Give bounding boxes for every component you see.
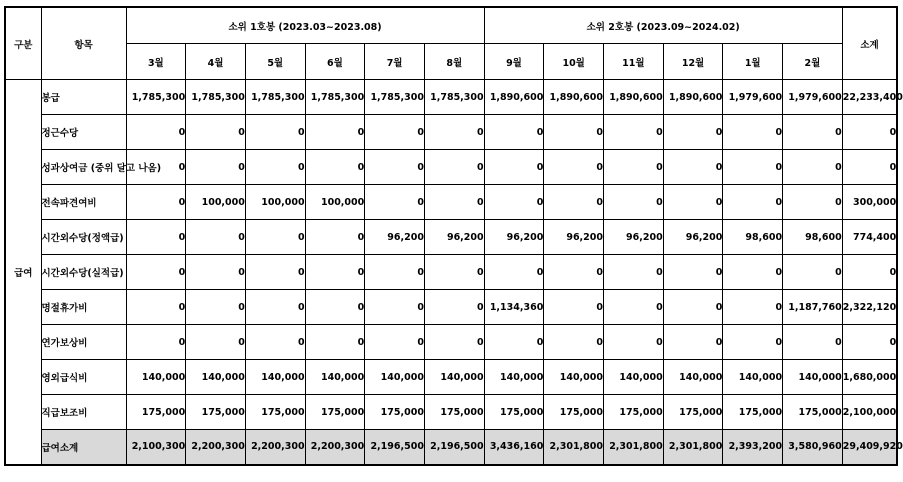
row-label: 급여소계 bbox=[41, 430, 126, 465]
value-cell: 175,000 bbox=[544, 395, 604, 430]
value-cell: 1,785,300 bbox=[424, 80, 484, 115]
value-cell: 0 bbox=[186, 150, 246, 185]
value-cell: 140,000 bbox=[126, 360, 186, 395]
table-row bbox=[5, 290, 897, 325]
row-label: 봉급 bbox=[41, 80, 126, 115]
value-cell: 1,785,300 bbox=[186, 80, 246, 115]
table-row bbox=[5, 325, 897, 360]
value-cell: 0 bbox=[723, 150, 783, 185]
value-cell: 2,100,300 bbox=[126, 430, 186, 465]
value-cell: 140,000 bbox=[544, 360, 604, 395]
value-cell: 3,436,160 bbox=[484, 430, 544, 465]
value-cell: 0 bbox=[663, 115, 723, 150]
value-cell: 175,000 bbox=[365, 395, 425, 430]
value-cell: 2,196,500 bbox=[424, 430, 484, 465]
header-subtotal: 소계 bbox=[842, 7, 897, 80]
value-cell: 0 bbox=[126, 255, 186, 290]
header-month: 1월 bbox=[723, 44, 783, 80]
row-label: 전속파견여비 bbox=[41, 185, 126, 220]
row-label: 명절휴가비 bbox=[41, 290, 126, 325]
value-cell: 3,580,960 bbox=[783, 430, 843, 465]
value-cell: 0 bbox=[186, 290, 246, 325]
value-cell: 0 bbox=[365, 185, 425, 220]
value-cell: 1,890,600 bbox=[544, 80, 604, 115]
header-month: 2월 bbox=[783, 44, 843, 80]
table-row bbox=[5, 395, 897, 430]
header-month: 6월 bbox=[305, 44, 365, 80]
value-cell: 0 bbox=[245, 325, 305, 360]
value-cell: 2,200,300 bbox=[245, 430, 305, 465]
table-row bbox=[5, 255, 897, 290]
value-cell: 1,979,600 bbox=[723, 80, 783, 115]
value-cell: 140,000 bbox=[783, 360, 843, 395]
header-month: 5월 bbox=[245, 44, 305, 80]
value-cell: 2,301,800 bbox=[663, 430, 723, 465]
value-cell: 100,000 bbox=[186, 185, 246, 220]
value-cell: 96,200 bbox=[544, 220, 604, 255]
value-cell: 1,890,600 bbox=[484, 80, 544, 115]
value-cell: 0 bbox=[663, 325, 723, 360]
value-cell: 0 bbox=[305, 325, 365, 360]
value-cell: 0 bbox=[604, 325, 664, 360]
value-cell: 2,301,800 bbox=[604, 430, 664, 465]
value-cell: 0 bbox=[783, 115, 843, 150]
value-cell: 1,134,360 bbox=[484, 290, 544, 325]
value-cell: 0 bbox=[723, 115, 783, 150]
value-cell: 0 bbox=[723, 255, 783, 290]
subtotal-cell: 0 bbox=[842, 255, 897, 290]
value-cell: 0 bbox=[484, 150, 544, 185]
header-month: 4월 bbox=[186, 44, 246, 80]
row-label: 시간외수당(실적급) bbox=[41, 255, 126, 290]
value-cell: 0 bbox=[663, 290, 723, 325]
value-cell: 0 bbox=[723, 290, 783, 325]
value-cell: 0 bbox=[663, 255, 723, 290]
value-cell: 0 bbox=[544, 255, 604, 290]
header-group-2: 소위 2호봉 (2023.09~2024.02) bbox=[484, 7, 842, 44]
value-cell: 0 bbox=[126, 150, 186, 185]
value-cell: 1,785,300 bbox=[126, 80, 186, 115]
subtotal-cell: 0 bbox=[842, 150, 897, 185]
value-cell: 140,000 bbox=[484, 360, 544, 395]
value-cell: 0 bbox=[604, 290, 664, 325]
value-cell: 0 bbox=[126, 325, 186, 360]
value-cell: 0 bbox=[484, 255, 544, 290]
value-cell: 0 bbox=[186, 220, 246, 255]
table-row bbox=[5, 150, 897, 185]
value-cell: 0 bbox=[126, 115, 186, 150]
header-row-months bbox=[5, 44, 897, 80]
value-cell: 0 bbox=[365, 255, 425, 290]
value-cell: 140,000 bbox=[663, 360, 723, 395]
value-cell: 175,000 bbox=[245, 395, 305, 430]
value-cell: 140,000 bbox=[245, 360, 305, 395]
value-cell: 96,200 bbox=[663, 220, 723, 255]
value-cell: 175,000 bbox=[783, 395, 843, 430]
value-cell: 0 bbox=[365, 290, 425, 325]
value-cell: 1,785,300 bbox=[365, 80, 425, 115]
value-cell: 0 bbox=[783, 255, 843, 290]
value-cell: 0 bbox=[305, 220, 365, 255]
value-cell: 0 bbox=[544, 150, 604, 185]
header-group-1: 소위 1호봉 (2023.03~2023.08) bbox=[126, 7, 484, 44]
value-cell: 0 bbox=[663, 185, 723, 220]
value-cell: 0 bbox=[305, 255, 365, 290]
row-label: 시간외수당(정액급) bbox=[41, 220, 126, 255]
row-label: 영외급식비 bbox=[41, 360, 126, 395]
subtotal-cell: 2,322,120 bbox=[842, 290, 897, 325]
table-row bbox=[5, 80, 897, 115]
header-month: 12월 bbox=[663, 44, 723, 80]
value-cell: 96,200 bbox=[604, 220, 664, 255]
value-cell: 175,000 bbox=[126, 395, 186, 430]
value-cell: 100,000 bbox=[305, 185, 365, 220]
value-cell: 0 bbox=[604, 115, 664, 150]
value-cell: 140,000 bbox=[424, 360, 484, 395]
value-cell: 96,200 bbox=[365, 220, 425, 255]
value-cell: 0 bbox=[305, 290, 365, 325]
total-row bbox=[5, 430, 897, 465]
value-cell: 0 bbox=[365, 115, 425, 150]
row-label: 연가보상비 bbox=[41, 325, 126, 360]
value-cell: 0 bbox=[723, 185, 783, 220]
subtotal-cell: 1,680,000 bbox=[842, 360, 897, 395]
subtotal-cell: 0 bbox=[842, 115, 897, 150]
value-cell: 0 bbox=[723, 325, 783, 360]
value-cell: 0 bbox=[484, 325, 544, 360]
table-row bbox=[5, 115, 897, 150]
value-cell: 100,000 bbox=[245, 185, 305, 220]
value-cell: 0 bbox=[245, 220, 305, 255]
value-cell: 0 bbox=[365, 150, 425, 185]
value-cell: 98,600 bbox=[783, 220, 843, 255]
subtotal-cell: 22,233,400 bbox=[842, 80, 897, 115]
subtotal-cell: 29,409,920 bbox=[842, 430, 897, 465]
value-cell: 0 bbox=[544, 115, 604, 150]
header-month: 10월 bbox=[544, 44, 604, 80]
value-cell: 0 bbox=[305, 115, 365, 150]
value-cell: 1,187,760 bbox=[783, 290, 843, 325]
value-cell: 1,785,300 bbox=[245, 80, 305, 115]
value-cell: 1,979,600 bbox=[783, 80, 843, 115]
value-cell: 2,200,300 bbox=[305, 430, 365, 465]
header-month: 11월 bbox=[604, 44, 664, 80]
value-cell: 96,200 bbox=[484, 220, 544, 255]
value-cell: 0 bbox=[484, 185, 544, 220]
value-cell: 0 bbox=[365, 325, 425, 360]
header-category: 구분 bbox=[5, 7, 41, 80]
value-cell: 2,196,500 bbox=[365, 430, 425, 465]
value-cell: 0 bbox=[604, 255, 664, 290]
subtotal-cell: 300,000 bbox=[842, 185, 897, 220]
category-cell: 급여 bbox=[5, 80, 41, 465]
value-cell: 175,000 bbox=[604, 395, 664, 430]
subtotal-cell: 2,100,000 bbox=[842, 395, 897, 430]
value-cell: 0 bbox=[245, 255, 305, 290]
table-row bbox=[5, 185, 897, 220]
value-cell: 0 bbox=[663, 150, 723, 185]
value-cell: 0 bbox=[126, 185, 186, 220]
value-cell: 0 bbox=[424, 325, 484, 360]
table-row bbox=[5, 360, 897, 395]
value-cell: 2,393,200 bbox=[723, 430, 783, 465]
row-label: 정근수당 bbox=[41, 115, 126, 150]
value-cell: 175,000 bbox=[663, 395, 723, 430]
row-label: 성과상여금 (중위 달고 나옴) bbox=[41, 150, 126, 185]
value-cell: 0 bbox=[186, 325, 246, 360]
value-cell: 1,890,600 bbox=[663, 80, 723, 115]
value-cell: 0 bbox=[544, 325, 604, 360]
value-cell: 175,000 bbox=[305, 395, 365, 430]
value-cell: 0 bbox=[604, 185, 664, 220]
value-cell: 0 bbox=[424, 290, 484, 325]
value-cell: 0 bbox=[604, 150, 664, 185]
value-cell: 140,000 bbox=[305, 360, 365, 395]
value-cell: 0 bbox=[783, 150, 843, 185]
subtotal-cell: 774,400 bbox=[842, 220, 897, 255]
value-cell: 0 bbox=[544, 290, 604, 325]
value-cell: 140,000 bbox=[604, 360, 664, 395]
value-cell: 0 bbox=[484, 115, 544, 150]
value-cell: 175,000 bbox=[424, 395, 484, 430]
subtotal-cell: 0 bbox=[842, 325, 897, 360]
header-item: 항목 bbox=[41, 7, 126, 80]
value-cell: 2,200,300 bbox=[186, 430, 246, 465]
value-cell: 140,000 bbox=[186, 360, 246, 395]
value-cell: 1,785,300 bbox=[305, 80, 365, 115]
value-cell: 0 bbox=[186, 115, 246, 150]
value-cell: 140,000 bbox=[365, 360, 425, 395]
salary-table bbox=[4, 6, 903, 466]
value-cell: 0 bbox=[126, 290, 186, 325]
value-cell: 175,000 bbox=[484, 395, 544, 430]
value-cell: 0 bbox=[305, 150, 365, 185]
value-cell: 0 bbox=[544, 185, 604, 220]
header-month: 8월 bbox=[424, 44, 484, 80]
value-cell: 175,000 bbox=[186, 395, 246, 430]
header-month: 7월 bbox=[365, 44, 425, 80]
value-cell: 0 bbox=[424, 185, 484, 220]
value-cell: 140,000 bbox=[723, 360, 783, 395]
value-cell: 98,600 bbox=[723, 220, 783, 255]
value-cell: 1,890,600 bbox=[604, 80, 664, 115]
table-row bbox=[5, 220, 897, 255]
header-month: 3월 bbox=[126, 44, 186, 80]
value-cell: 0 bbox=[245, 290, 305, 325]
header-month: 9월 bbox=[484, 44, 544, 80]
value-cell: 0 bbox=[783, 325, 843, 360]
value-cell: 0 bbox=[186, 255, 246, 290]
value-cell: 0 bbox=[245, 115, 305, 150]
value-cell: 2,301,800 bbox=[544, 430, 604, 465]
value-cell: 96,200 bbox=[424, 220, 484, 255]
value-cell: 0 bbox=[126, 220, 186, 255]
value-cell: 0 bbox=[424, 115, 484, 150]
row-label: 직급보조비 bbox=[41, 395, 126, 430]
value-cell: 0 bbox=[783, 185, 843, 220]
header-row-groups bbox=[5, 7, 897, 44]
value-cell: 175,000 bbox=[723, 395, 783, 430]
value-cell: 0 bbox=[245, 150, 305, 185]
value-cell: 0 bbox=[424, 150, 484, 185]
value-cell: 0 bbox=[424, 255, 484, 290]
